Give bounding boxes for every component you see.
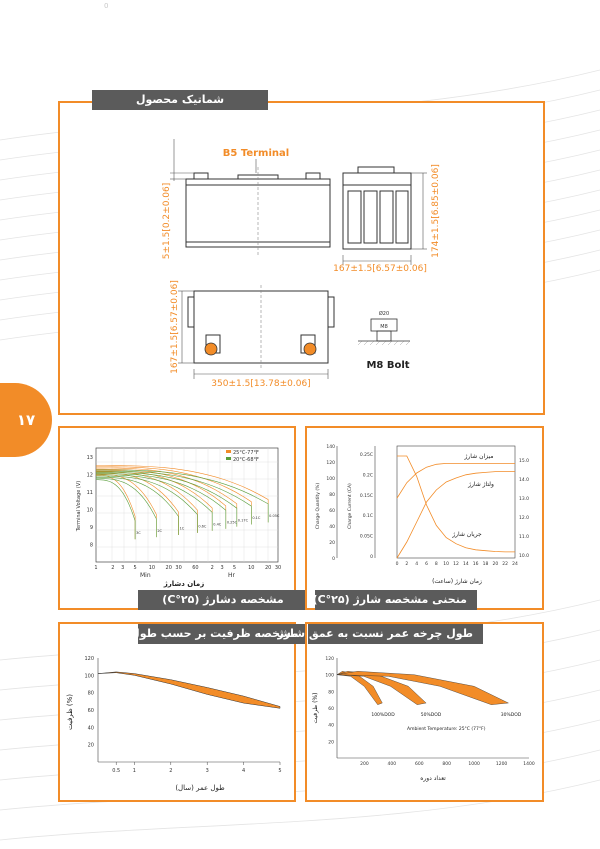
cycle-x-tick: 1200 (495, 762, 508, 767)
charge-mid-tick: 0.15C (359, 493, 373, 499)
lifetime-x-tick: 4 (242, 768, 246, 774)
charge-left-tick: 120 (326, 461, 335, 466)
dim-width-top: 167±1.5[6.57±0.06] (170, 280, 180, 374)
terminal-label: B5 Terminal (222, 148, 290, 159)
discharge-curve-label: 0.4C (213, 522, 222, 527)
legend-20c: 20°C-68°F (233, 457, 259, 463)
cycle-x-tick: 1400 (523, 762, 535, 767)
lifetime-x-tick: 3 (205, 768, 209, 774)
discharge-y-tick: 12 (86, 472, 93, 479)
cycle-y-tick: 80 (328, 690, 334, 696)
charge-right-tick: 14.0 (519, 478, 530, 483)
legend-25c: 25°C-77°F (233, 450, 259, 456)
charge-mid-tick: 0.05C (359, 534, 373, 540)
charge-right-tick: 10.0 (519, 554, 530, 559)
cycle-xlabel: تعداد دوره (420, 775, 446, 782)
discharge-x-tick: 2 (210, 565, 214, 571)
charge-left-tick: 140 (326, 445, 335, 450)
charge-x-tick: 0 (395, 562, 399, 567)
discharge-y-tick: 8 (89, 542, 93, 549)
discharge-y-tick: 10 (86, 507, 93, 514)
cycle-x-tick: 1000 (468, 762, 480, 767)
discharge-x-tick: 20 (264, 565, 272, 571)
cycle-y-tick: 100 (325, 673, 334, 679)
lifetime-x-tick: 5 (278, 768, 282, 774)
cycle-dod-label-30: 30%DOD (500, 713, 522, 718)
discharge-y-tick: 13 (86, 454, 93, 461)
charge-series-label-quantity: میزان شارژ (464, 453, 494, 460)
charge-right-tick: 12.0 (519, 516, 530, 521)
discharge-x-tick: 3 (121, 565, 125, 571)
discharge-curve-label: 0.17C (237, 518, 249, 523)
charge-x-tick: 6 (425, 562, 428, 567)
dim-length: 350±1.5[13.78±0.06] (211, 379, 311, 389)
charge-mid-tick: 0.25C (359, 453, 373, 458)
discharge-curve-label: 2C (157, 528, 163, 533)
charge-x-tick: 10 (443, 562, 450, 567)
discharge-x-tick: 60 (192, 565, 199, 571)
dim-height: 174±1.5[6.85±0.06] (431, 164, 441, 258)
discharge-curve-label: 0.6C (198, 524, 207, 529)
discharge-x-tick: 20 (165, 565, 172, 571)
cycle-ylabel: ظرفیت (%) (312, 692, 319, 724)
cycle-dod-label-50: 50%DOD (420, 713, 442, 718)
discharge-hr-label: Hr (228, 572, 235, 579)
charge-curve (397, 472, 515, 558)
legend-swatch-20c (226, 457, 231, 460)
charge-series-label-current: جریان شارژ (452, 531, 482, 538)
lifetime-x-tick: 0.5 (112, 768, 121, 774)
bolt-dim-inner: M8 (380, 324, 388, 330)
charge-mid-tick: 0.1C (362, 514, 373, 520)
discharge-curve-label: 0.25C (226, 520, 238, 525)
discharge-x-tick: 2 (111, 565, 115, 571)
cycle-y-tick: 40 (328, 723, 334, 729)
charge-mid-tick: 0.2C (362, 473, 373, 479)
cycle-y-tick: 20 (328, 740, 334, 746)
charge-left-tick: 60 (329, 509, 335, 514)
discharge-x-tick: 30 (274, 565, 282, 571)
charge-ylabel-mid: Charge Current (CA) (348, 483, 353, 529)
charge-right-tick: 15.0 (519, 459, 530, 464)
charge-x-tick: 20 (492, 562, 499, 567)
discharge-curve-0.17C (96, 472, 237, 526)
charge-xlabel: زمان شارژ (ساعت) (432, 578, 482, 585)
charge-title: منحنی مشخصه شارژ (۲۵°C) (315, 590, 477, 610)
lifetime-y-tick: 20 (87, 742, 94, 749)
charge-x-tick: 12 (453, 562, 459, 567)
dim-width-side: 167±1.5[6.57±0.06] (333, 264, 427, 274)
lifetime-title: مشخصه ظرفیت بر حسب طول عمر (138, 624, 308, 644)
lifetime-y-tick: 60 (87, 708, 94, 714)
cycle-x-tick: 400 (387, 762, 397, 767)
discharge-x-tick: 1 (94, 565, 98, 571)
charge-right-tick: 13.0 (519, 497, 530, 502)
charge-x-tick: 8 (434, 562, 438, 567)
charge-left-tick: 20 (329, 541, 335, 546)
charge-x-tick: 24 (512, 562, 518, 567)
dim-terminal-height: 5±1.5[0.2±0.06] (162, 182, 172, 260)
discharge-x-tick: 10 (148, 565, 156, 571)
charge-x-tick: 2 (405, 562, 409, 567)
cycle-title: طول چرخه عمر نسبت به عمق شارژ (308, 624, 483, 644)
battery-side-view (343, 167, 411, 249)
schematic-drawing (58, 101, 545, 415)
charge-left-tick: 40 (329, 525, 335, 530)
discharge-x-tick: 3 (220, 565, 224, 571)
lifetime-chart (60, 648, 294, 800)
discharge-curve-label: 0.05C (269, 514, 280, 519)
discharge-min-label: Min (140, 572, 151, 579)
lifetime-x-tick: 1 (132, 768, 136, 774)
cycle-dod-label-100: 100%DOD (371, 713, 395, 718)
cycle-chart (307, 648, 542, 800)
charge-x-tick: 22 (502, 562, 509, 567)
discharge-x-tick: 10 (248, 565, 255, 571)
discharge-x-tick: 5 (133, 565, 137, 571)
lifetime-ylabel: ظرفیت (%) (66, 693, 74, 731)
charge-x-tick: 18 (482, 562, 489, 567)
cycle-x-tick: 200 (360, 762, 369, 767)
charge-right-tick: 11.0 (519, 535, 530, 540)
charge-left-tick: 80 (329, 493, 335, 498)
discharge-curve-3C (96, 480, 135, 540)
lifetime-y-tick: 40 (87, 725, 94, 732)
discharge-xlabel: زمان دشارژ (163, 580, 205, 588)
cycle-y-tick: 120 (325, 657, 334, 662)
discharge-chart (60, 428, 294, 590)
page-number: ۱۷ (16, 411, 36, 429)
discharge-curve-label: 0.1C (252, 516, 261, 521)
charge-x-tick: 4 (415, 562, 419, 567)
cycle-x-tick: 600 (414, 762, 424, 767)
discharge-y-tick: 9 (89, 524, 93, 531)
charge-left-tick: 100 (326, 477, 335, 482)
discharge-ylabel: Terminal Voltage (V) (76, 480, 82, 532)
legend-swatch-25c (226, 450, 231, 453)
charge-series-label-voltage: ولتاژ شارژ (468, 481, 494, 488)
lifetime-y-tick: 80 (87, 690, 94, 697)
charge-ylabel-left: Charge Quantity (%) (316, 482, 321, 530)
bolt-detail (358, 319, 410, 341)
discharge-x-tick: 30 (175, 565, 182, 571)
discharge-curve-label: 1C (179, 526, 185, 531)
bolt-label: M8 Bolt (366, 360, 410, 371)
charge-mid-tick: 0 (370, 555, 373, 560)
discharge-title: مشخصه دشارژ (۲۵°C) (138, 590, 308, 610)
lifetime-xlabel: طول عمر (سال) (175, 784, 225, 792)
schematic-title: شماتیک محصول (92, 90, 268, 110)
charge-chart (307, 428, 542, 590)
charge-x-tick: 16 (472, 562, 479, 567)
top-mark: 0 (104, 2, 109, 10)
charge-curve (397, 463, 515, 498)
lifetime-y-tick: 100 (84, 673, 94, 680)
lifetime-x-tick: 2 (169, 768, 173, 774)
charge-x-tick: 14 (462, 562, 469, 567)
discharge-curve-label: 3C (136, 530, 141, 535)
discharge-curve-1C (96, 477, 179, 535)
bolt-dim-outer: Ø20 (378, 311, 390, 317)
discharge-curve-2C (96, 479, 156, 538)
discharge-y-tick: 11 (86, 489, 93, 496)
lifetime-capacity-band (98, 672, 280, 708)
cycle-x-tick: 800 (442, 762, 452, 767)
lifetime-y-tick: 120 (84, 656, 94, 662)
charge-left-tick: 0 (332, 557, 335, 562)
cycle-y-tick: 60 (328, 707, 334, 712)
cycle-annotation: Ambient Temperature: 25°C (77°F) (407, 727, 486, 732)
discharge-x-tick: 5 (232, 565, 237, 571)
